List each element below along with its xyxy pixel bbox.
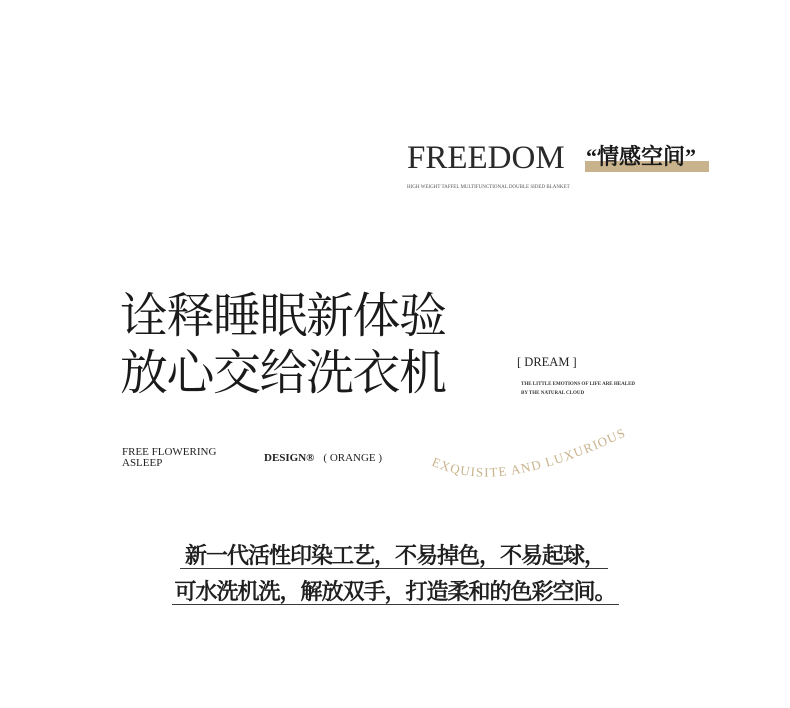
- tagline: “情感空间”: [586, 144, 697, 169]
- dream-note-line-2: BY THE NATURAL CLOUD: [521, 391, 585, 396]
- curved-tagline-text: EXQUISITE AND LUXURIOUS: [429, 424, 629, 480]
- dream-note-line-1: THE LITTLE EMOTIONS OF LIFE ARE HEALED: [521, 382, 636, 387]
- caption-line-2: ASLEEP: [122, 457, 163, 469]
- headline-line-1: 诠释睡眠新体验: [120, 290, 446, 343]
- body-text-line-2: 可水洗机洗，解放双手，打造柔和的色彩空间。: [174, 579, 616, 604]
- body-underline-1: [180, 568, 608, 569]
- body-text-line-1: 新一代活性印染工艺，不易掉色，不易起球，: [184, 543, 605, 568]
- design-variant: ( ORANGE ): [323, 452, 383, 464]
- design-label: DESIGN®: [264, 452, 315, 464]
- brand-subtitle: HIGH WEIGHT TAFFEL MULTIFUNCTIONAL DOUBLE SIDED BLANKET: [407, 185, 570, 190]
- dream-label: [ DREAM ]: [517, 355, 577, 369]
- headline-line-2: 放心交给洗衣机: [120, 347, 446, 400]
- body-underline-2: [172, 604, 619, 605]
- design-row: [264, 453, 382, 464]
- curved-tagline-text-group: [430, 425, 628, 480]
- brand-title: FREEDOM: [407, 140, 565, 176]
- caption-line-1: FREE FLOWERING: [122, 446, 217, 458]
